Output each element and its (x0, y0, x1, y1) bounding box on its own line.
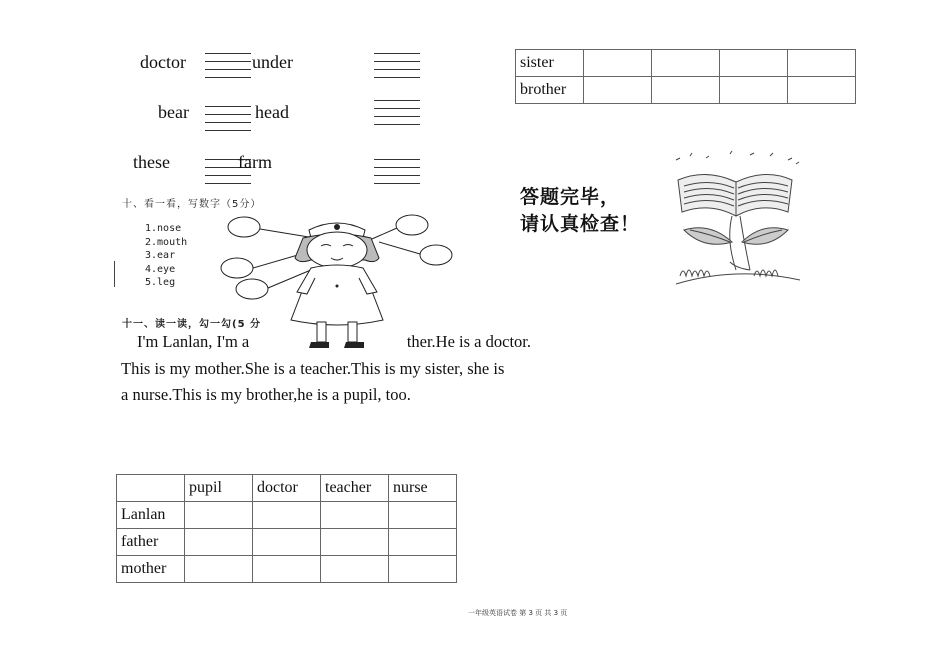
writing-lines (205, 53, 251, 85)
answer-cell[interactable] (652, 77, 720, 104)
finish-line: 答题完毕， (520, 186, 621, 208)
row-label: brother (516, 77, 584, 104)
answer-cell[interactable] (389, 556, 457, 583)
answer-cell[interactable] (253, 556, 321, 583)
writing-lines (374, 53, 420, 85)
table-row (516, 50, 856, 77)
table-row (516, 77, 856, 104)
answer-cell[interactable] (321, 556, 389, 583)
section11-heading: 十一、读一读，勾一勾(5 分 (122, 319, 262, 330)
answer-cell[interactable] (185, 556, 253, 583)
answer-cell[interactable] (185, 529, 253, 556)
writing-lines (374, 100, 420, 132)
writing-lines (205, 106, 251, 138)
answer-cell[interactable] (389, 529, 457, 556)
answer-cell[interactable] (720, 77, 788, 104)
header-cell: teacher (321, 475, 389, 502)
copy-word-farm: farm (238, 152, 272, 172)
row-label: sister (516, 50, 584, 77)
paragraph-line: a nurse.This is my brother,he is a pupil, too. (121, 385, 411, 404)
top-answer-table (515, 49, 856, 104)
answer-cell[interactable] (321, 529, 389, 556)
writing-lines (374, 159, 420, 191)
answer-cell[interactable] (253, 529, 321, 556)
margin-mark (114, 261, 115, 287)
row-label: mother (117, 556, 185, 583)
table-header-row (117, 475, 457, 502)
answer-cell[interactable] (584, 50, 652, 77)
copy-word-these: these (133, 152, 170, 172)
part-item: 4.eye (145, 263, 176, 275)
row-label: Lanlan (117, 502, 185, 529)
copy-word-under: under (252, 52, 293, 72)
answer-cell[interactable] (389, 502, 457, 529)
answer-cell[interactable] (788, 50, 856, 77)
part-item: 3.ear (145, 250, 176, 261)
answer-cell[interactable] (584, 77, 652, 104)
paragraph-line: This is my mother.She is a teacher.This is my sister, she is (121, 358, 505, 378)
answer-cell[interactable] (253, 502, 321, 529)
answer-table (116, 474, 457, 583)
table-row (117, 529, 457, 556)
part-item: 2.mouth (145, 236, 188, 248)
paragraph-line: I'm Lanlan, I'm a ther.He is a doctor. (137, 332, 531, 351)
section10-heading: 十、看一看，写数字（5分） (122, 199, 262, 210)
answer-cell[interactable] (720, 50, 788, 77)
answer-cell[interactable] (321, 502, 389, 529)
table-row (117, 502, 457, 529)
body-parts-list (145, 222, 187, 290)
copy-word-doctor: doctor (140, 52, 186, 72)
answer-cell[interactable] (788, 77, 856, 104)
part-item: 1.nose (145, 223, 182, 234)
book-tree-illustration (670, 150, 805, 288)
copy-word-bear: bear (158, 102, 189, 122)
part-item: 5.leg (145, 277, 176, 288)
finish-note (520, 184, 640, 238)
copy-word-head: head (255, 102, 289, 122)
header-cell: nurse (389, 475, 457, 502)
nurse-girl-illustration (215, 212, 460, 357)
answer-cell[interactable] (652, 50, 720, 77)
page-footer: 一年级英语试卷 第 3 页 共 3 页 (468, 609, 568, 617)
finish-line: 请认真检查！ (520, 213, 641, 235)
row-label: father (117, 529, 185, 556)
header-cell: doctor (253, 475, 321, 502)
table-row (117, 556, 457, 583)
answer-cell[interactable] (185, 502, 253, 529)
header-cell (117, 475, 185, 502)
header-cell: pupil (185, 475, 253, 502)
